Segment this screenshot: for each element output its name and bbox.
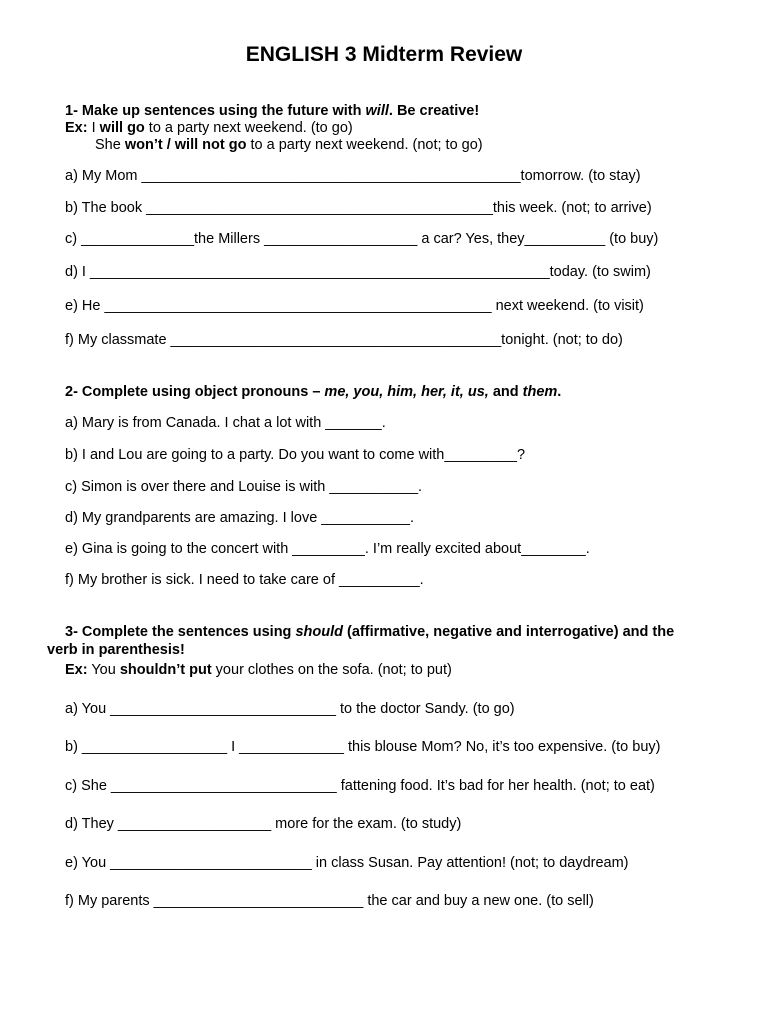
section3-heading: 3- Complete the sentences using should (affirmative, negative and interrogative) and the <box>65 624 675 640</box>
s2-item-c: c) Simon is over there and Louise is with ___________. <box>65 479 423 495</box>
s1-item-d: d) I _________________________________________________________today. (to swim) <box>65 264 651 280</box>
section1-heading: 1- Make up sentences using the future with will. Be creative! <box>65 103 480 119</box>
section3-heading-line2: verb in parenthesis! <box>47 642 185 658</box>
s1-item-b: b) The book ___________________________________________this week. (not; to arrive) <box>65 200 652 216</box>
s2-item-e: e) Gina is going to the concert with _________. I’m really excited about________. <box>65 541 590 557</box>
s1-item-f: f) My classmate _________________________________________tonight. (not; to do) <box>65 332 623 348</box>
page-title: ENGLISH 3 Midterm Review <box>245 43 523 66</box>
s2-item-a: a) Mary is from Canada. I chat a lot with _______. <box>65 415 386 431</box>
s3-item-c: c) She ____________________________ fattening food. It’s bad for her health. (not; to eat) <box>65 778 655 794</box>
s2-item-b: b) I and Lou are going to a party. Do you want to come with_________? <box>65 447 526 463</box>
s1-item-c: c) ______________the Millers ___________________ a car? Yes, they__________ (to buy) <box>65 231 659 247</box>
s3-item-a: a) You ____________________________ to the doctor Sandy. (to go) <box>65 701 515 717</box>
s1-item-a: a) My Mom _______________________________________________tomorrow. (to stay) <box>65 168 641 184</box>
s3-item-b: b) __________________ I _____________ this blouse Mom? No, it’s too expensive. (to buy) <box>65 739 661 755</box>
section3-example: Ex: You shouldn’t put your clothes on the sofa. (not; to put) <box>65 662 452 678</box>
s3-item-e: e) You _________________________ in class Susan. Pay attention! (not; to daydream) <box>65 855 629 871</box>
s3-item-d: d) They ___________________ more for the exam. (to study) <box>65 816 462 832</box>
s2-item-f: f) My brother is sick. I need to take care of __________. <box>65 572 424 588</box>
section1-example-line1: Ex: I will go to a party next weekend. (to go) <box>65 120 353 136</box>
section1-example-line2: She won’t / will not go to a party next weekend. (not; to go) <box>95 137 483 153</box>
s1-item-e: e) He ________________________________________________ next weekend. (to visit) <box>65 298 644 314</box>
s3-item-f: f) My parents __________________________ the car and buy a new one. (to sell) <box>65 893 594 909</box>
s2-item-d: d) My grandparents are amazing. I love ___________. <box>65 510 415 526</box>
section2-heading: 2- Complete using object pronouns – me, you, him, her, it, us, and them. <box>65 384 562 400</box>
